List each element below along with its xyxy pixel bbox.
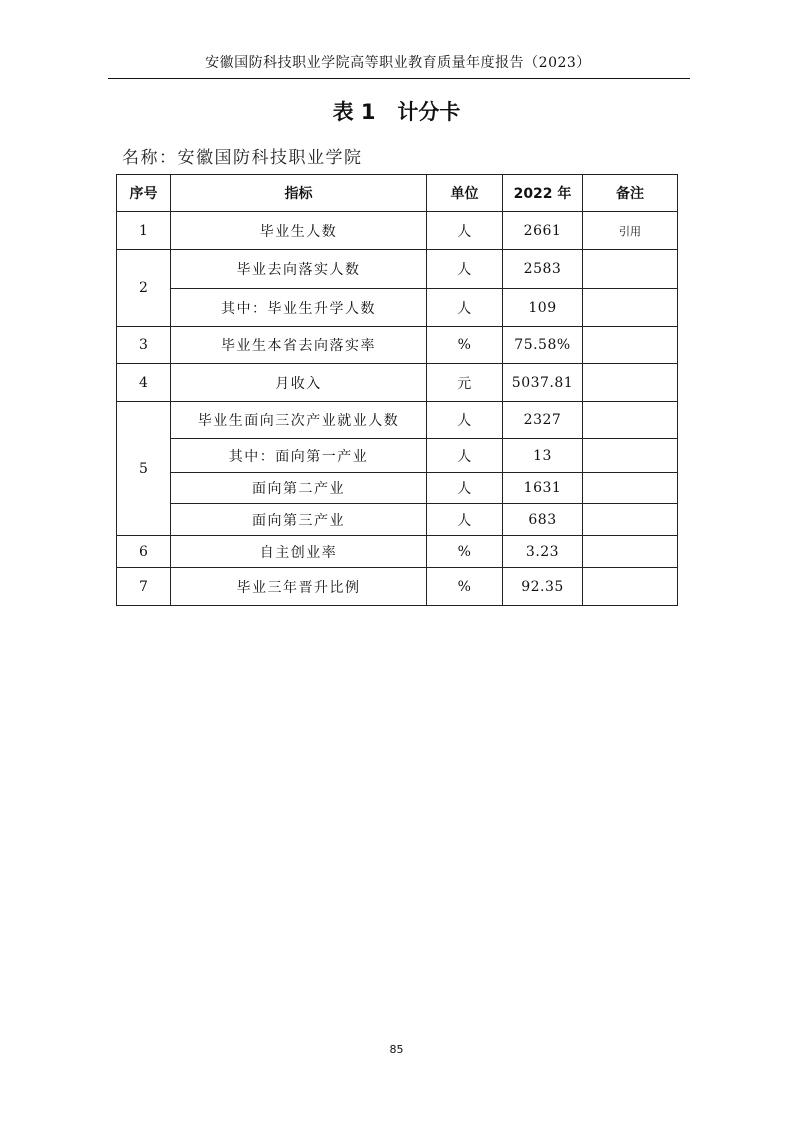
table-row (117, 250, 678, 289)
row-unit: 人 (427, 289, 503, 327)
table-title: 表 1 计分卡 (332, 100, 461, 124)
row-value: 5037.81 (503, 364, 583, 402)
page-number: 85 (389, 1043, 404, 1056)
row-index: 3 (117, 327, 171, 364)
row-index: 7 (117, 568, 171, 606)
org-name: 名称：安徽国防科技职业学院 (122, 148, 363, 168)
row-value: 3.23 (503, 536, 583, 568)
table-row (117, 473, 678, 504)
table-header-row (117, 175, 678, 212)
row-unit: 人 (427, 439, 503, 473)
row-indicator: 其中：面向第一产业 (171, 439, 427, 473)
col-header-note: 备注 (583, 175, 678, 212)
table-row (117, 327, 678, 364)
row-index: 2 (117, 250, 171, 327)
row-note: 引用 (583, 212, 678, 250)
row-unit: 人 (427, 402, 503, 439)
col-header-index: 序号 (117, 175, 171, 212)
row-unit: 元 (427, 364, 503, 402)
row-value: 75.58% (503, 327, 583, 364)
row-note (583, 568, 678, 606)
row-unit: 人 (427, 504, 503, 536)
table-row (117, 212, 678, 250)
row-indicator: 其中：毕业生升学人数 (171, 289, 427, 327)
row-index: 6 (117, 536, 171, 568)
row-note (583, 504, 678, 536)
row-indicator: 毕业生本省去向落实率 (171, 327, 427, 364)
row-unit: % (427, 536, 503, 568)
row-value: 1631 (503, 473, 583, 504)
row-note (583, 402, 678, 439)
table-row (117, 439, 678, 473)
row-indicator: 面向第二产业 (171, 473, 427, 504)
table-row (117, 402, 678, 439)
table-row (117, 536, 678, 568)
row-index: 1 (117, 212, 171, 250)
table-row (117, 289, 678, 327)
row-note (583, 327, 678, 364)
row-unit: 人 (427, 473, 503, 504)
table-row (117, 504, 678, 536)
col-header-year: 2022 年 (503, 175, 583, 212)
score-card-table (116, 174, 678, 606)
row-unit: % (427, 568, 503, 606)
col-header-indicator: 指标 (171, 175, 427, 212)
row-value: 683 (503, 504, 583, 536)
row-value: 109 (503, 289, 583, 327)
row-value: 13 (503, 439, 583, 473)
row-unit: 人 (427, 212, 503, 250)
header-rule (108, 78, 690, 79)
row-value: 92.35 (503, 568, 583, 606)
row-indicator: 自主创业率 (171, 536, 427, 568)
col-header-unit: 单位 (427, 175, 503, 212)
row-unit: 人 (427, 250, 503, 289)
table-row (117, 568, 678, 606)
row-index: 5 (117, 402, 171, 536)
row-value: 2661 (503, 212, 583, 250)
running-header: 安徽国防科技职业学院高等职业教育质量年度报告（2023） (205, 55, 591, 71)
row-note (583, 289, 678, 327)
row-indicator: 毕业生面向三次产业就业人数 (171, 402, 427, 439)
table-row (117, 364, 678, 402)
row-note (583, 364, 678, 402)
row-note (583, 250, 678, 289)
row-unit: % (427, 327, 503, 364)
row-note (583, 439, 678, 473)
row-indicator: 面向第三产业 (171, 504, 427, 536)
row-indicator: 毕业三年晋升比例 (171, 568, 427, 606)
row-indicator: 毕业去向落实人数 (171, 250, 427, 289)
row-note (583, 536, 678, 568)
row-value: 2327 (503, 402, 583, 439)
row-value: 2583 (503, 250, 583, 289)
row-indicator: 月收入 (171, 364, 427, 402)
row-index: 4 (117, 364, 171, 402)
row-note (583, 473, 678, 504)
row-indicator: 毕业生人数 (171, 212, 427, 250)
